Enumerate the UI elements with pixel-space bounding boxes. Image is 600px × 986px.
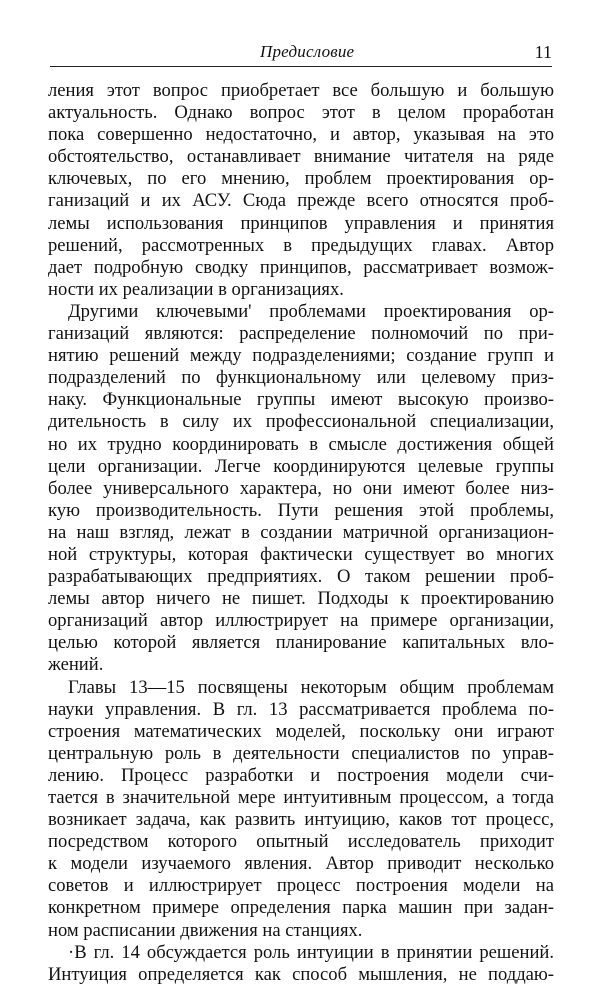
text-line: лемы использования принципов управления и принятия [48,212,554,234]
text-line: Интуиция определяется как способ мышления, не поддаю- [48,963,554,985]
text-line: ности их реализации в организациях. [48,278,344,300]
text-line: возникает задача, как развить интуицию, каков тот процесс, [48,809,554,831]
paragraph-2 [48,301,554,677]
text-line: науки управления. В гл. 13 рассматривается проблема по- [48,698,554,720]
text-line: разрабатывающих предприятиях. О таком решении проб- [48,566,554,588]
text-line: дает подробную сводку принципов, рассматривает возмож- [48,256,554,278]
text-line: но их трудно координировать в смысле достижения общей [48,433,554,455]
text-line: Другими ключевыми' проблемами проектирования ор- [68,300,554,322]
text-line: наку. Функциональные группы имеют высокую произво- [48,389,554,411]
text-line: к модели изучаемого явления. Автор приводит несколько [48,853,554,875]
text-line: лемы автор ничего не пишет. Подходы к проектированию [48,588,554,610]
body-text [48,80,554,986]
text-line: решений, рассмотренных в предыдущих главах. Автор [48,234,554,256]
text-line: ·В гл. 14 обсуждается роль интуиции в принятии решений. [68,941,554,963]
text-line: кую производительность. Пути решения этой проблемы, [48,499,554,521]
text-line: посредством которого опытный исследователь приходит [48,831,554,853]
text-line: ном расписании движения на станциях. [48,919,363,941]
text-line: на наш взгляд, лежат в создании матричной организацион- [48,521,554,543]
text-line: нятию решений между подразделениями; создание групп и [48,345,554,367]
text-line: лению. Процесс разработки и построения модели счи- [48,764,554,786]
text-line: подразделений по функциональному или целевому приз- [48,367,554,389]
text-line: тается в значительной мере интуитивным процессом, а тогда [48,787,554,808]
text-line: обстоятельство, останавливает внимание читателя на ряде [48,146,554,168]
text-line: советов и иллюстрирует процесс построения модели на [48,875,554,897]
paragraph-3 [48,677,554,942]
text-line: ключевых, по его мнению, проблем проектирования ор- [48,168,554,190]
text-line: конкретном примере определения парка машин при задан- [48,897,554,919]
text-line: дительность в силу их профессиональной специализации, [48,411,554,433]
text-line: ганизаций и их АСУ. Сюда прежде всего относятся проб- [48,190,554,212]
text-line: целью которой является планирование капитальных вло- [48,632,554,654]
text-line: пока совершенно недостаточно, и автор, указывая на это [48,124,554,146]
running-header [50,40,552,67]
paragraph-1 [48,80,554,301]
text-line: Главы 13—15 посвящены некоторым общим проблемам [68,676,554,698]
text-line: организаций автор иллюстрирует на примере организации, [48,610,554,632]
paragraph-4 [48,942,554,986]
text-line: ной структуры, которая фактически существует во многих [48,543,554,565]
text-line: ления этот вопрос приобретает все большую и большую [48,80,554,101]
text-line: жений. [48,654,104,676]
running-title: Предисловие [260,42,355,61]
text-line: актуальность. Однако вопрос этот в целом проработан [48,102,554,124]
text-line: ганизаций являются: распределение полномочий по при- [48,323,554,345]
text-line: цели организации. Легче координируются целевые группы [48,455,554,477]
text-line: строения математических моделей, поскольку они играют [48,720,554,742]
text-line: центральную роль в деятельности специалистов по управ- [48,742,554,764]
page-number: 11 [534,42,552,62]
text-line: более универсального характера, но они имеют более низ- [48,477,554,499]
